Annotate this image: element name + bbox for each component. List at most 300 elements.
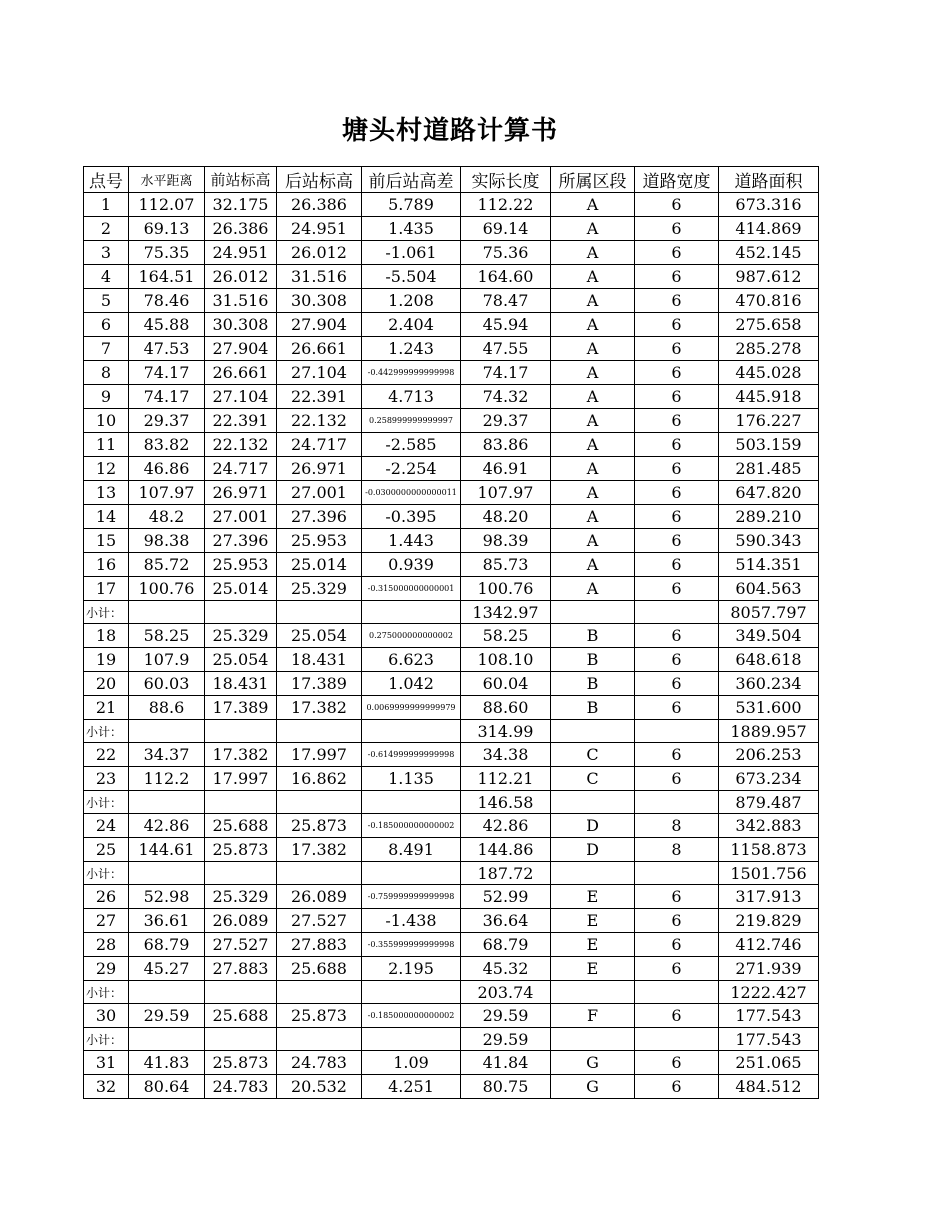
back-elevation-cell: 25.873 [277, 1004, 362, 1028]
road-area-cell: 412.746 [719, 933, 819, 957]
road-width-cell: 6 [635, 696, 719, 720]
back-elevation-cell: 27.001 [277, 481, 362, 505]
front-elevation-cell: 25.873 [205, 1051, 277, 1075]
section-cell: F [551, 1004, 635, 1028]
front-elevation-cell: 25.873 [205, 838, 277, 862]
section-cell: A [551, 337, 635, 361]
back-elevation-cell: 31.516 [277, 265, 362, 289]
section-cell: E [551, 885, 635, 909]
table-row [84, 624, 819, 648]
actual-length-cell: 41.84 [461, 1051, 551, 1075]
road-area-cell: 251.065 [719, 1051, 819, 1075]
empty-cell [205, 720, 277, 743]
elevation-diff-cell: 1.042 [362, 672, 461, 696]
front-elevation-cell: 26.661 [205, 361, 277, 385]
table-row [84, 361, 819, 385]
subtotal-length-cell: 146.58 [461, 791, 551, 814]
point-no-cell: 25 [84, 838, 129, 862]
road-width-cell: 6 [635, 885, 719, 909]
section-cell: A [551, 193, 635, 217]
empty-cell [635, 791, 719, 814]
point-no-cell: 27 [84, 909, 129, 933]
header-road-area: 道路面积 [719, 167, 819, 193]
point-no-cell: 16 [84, 553, 129, 577]
road-area-cell: 445.918 [719, 385, 819, 409]
back-elevation-cell: 27.104 [277, 361, 362, 385]
empty-cell [635, 981, 719, 1004]
table-row [84, 409, 819, 433]
subtotal-length-cell: 314.99 [461, 720, 551, 743]
road-width-cell: 6 [635, 957, 719, 981]
front-elevation-cell: 22.132 [205, 433, 277, 457]
actual-length-cell: 58.25 [461, 624, 551, 648]
horizontal-distance-cell: 42.86 [129, 814, 205, 838]
empty-cell [551, 791, 635, 814]
header-horizontal-distance: 水平距离 [129, 167, 205, 193]
empty-cell [551, 862, 635, 885]
empty-cell [205, 791, 277, 814]
back-elevation-cell: 24.783 [277, 1051, 362, 1075]
point-no-cell: 31 [84, 1051, 129, 1075]
empty-cell [551, 601, 635, 624]
road-area-cell: 206.253 [719, 743, 819, 767]
table-row [84, 648, 819, 672]
point-no-cell: 6 [84, 313, 129, 337]
header-row [84, 167, 819, 193]
table-row [84, 457, 819, 481]
point-no-cell: 4 [84, 265, 129, 289]
point-no-cell: 30 [84, 1004, 129, 1028]
elevation-diff-cell: -2.254 [362, 457, 461, 481]
header-elevation-diff: 前后站高差 [362, 167, 461, 193]
point-no-cell: 2 [84, 217, 129, 241]
actual-length-cell: 29.37 [461, 409, 551, 433]
road-area-cell: 452.145 [719, 241, 819, 265]
subtotal-area-cell: 1222.427 [719, 981, 819, 1004]
actual-length-cell: 36.64 [461, 909, 551, 933]
front-elevation-cell: 17.389 [205, 696, 277, 720]
table-row [84, 814, 819, 838]
front-elevation-cell: 26.012 [205, 265, 277, 289]
subtotal-length-cell: 203.74 [461, 981, 551, 1004]
section-cell: A [551, 409, 635, 433]
elevation-diff-cell: 6.623 [362, 648, 461, 672]
table-row [84, 1004, 819, 1028]
empty-cell [635, 862, 719, 885]
horizontal-distance-cell: 78.46 [129, 289, 205, 313]
road-area-cell: 342.883 [719, 814, 819, 838]
road-width-cell: 6 [635, 1051, 719, 1075]
subtotal-row [84, 981, 819, 1004]
elevation-diff-cell: -0.185000000000002 [362, 814, 461, 838]
point-no-cell: 10 [84, 409, 129, 433]
horizontal-distance-cell: 98.38 [129, 529, 205, 553]
horizontal-distance-cell: 52.98 [129, 885, 205, 909]
table-row [84, 433, 819, 457]
road-area-cell: 349.504 [719, 624, 819, 648]
back-elevation-cell: 25.953 [277, 529, 362, 553]
elevation-diff-cell: -0.185000000000002 [362, 1004, 461, 1028]
point-no-cell: 15 [84, 529, 129, 553]
horizontal-distance-cell: 107.97 [129, 481, 205, 505]
back-elevation-cell: 17.997 [277, 743, 362, 767]
actual-length-cell: 52.99 [461, 885, 551, 909]
back-elevation-cell: 17.382 [277, 696, 362, 720]
front-elevation-cell: 27.396 [205, 529, 277, 553]
elevation-diff-cell: -5.504 [362, 265, 461, 289]
table-row [84, 1075, 819, 1099]
elevation-diff-cell: 1.135 [362, 767, 461, 791]
header-road-width: 道路宽度 [635, 167, 719, 193]
actual-length-cell: 83.86 [461, 433, 551, 457]
elevation-diff-cell: 0.275000000000002 [362, 624, 461, 648]
horizontal-distance-cell: 36.61 [129, 909, 205, 933]
elevation-diff-cell: -0.355999999999998 [362, 933, 461, 957]
section-cell: B [551, 696, 635, 720]
table-row [84, 1051, 819, 1075]
elevation-diff-cell: 8.491 [362, 838, 461, 862]
section-cell: D [551, 814, 635, 838]
section-cell: B [551, 648, 635, 672]
point-no-cell: 1 [84, 193, 129, 217]
elevation-diff-cell: 0.0069999999999979 [362, 696, 461, 720]
section-cell: G [551, 1051, 635, 1075]
table-row [84, 672, 819, 696]
section-cell: A [551, 313, 635, 337]
elevation-diff-cell: -1.061 [362, 241, 461, 265]
empty-cell [551, 1028, 635, 1051]
section-cell: D [551, 838, 635, 862]
horizontal-distance-cell: 48.2 [129, 505, 205, 529]
subtotal-label: 小计： [84, 601, 129, 624]
road-width-cell: 6 [635, 933, 719, 957]
front-elevation-cell: 25.014 [205, 577, 277, 601]
road-area-cell: 531.600 [719, 696, 819, 720]
empty-cell [205, 1028, 277, 1051]
front-elevation-cell: 30.308 [205, 313, 277, 337]
elevation-diff-cell: -0.759999999999998 [362, 885, 461, 909]
back-elevation-cell: 25.329 [277, 577, 362, 601]
back-elevation-cell: 17.382 [277, 838, 362, 862]
road-area-cell: 177.543 [719, 1004, 819, 1028]
empty-cell [362, 862, 461, 885]
front-elevation-cell: 27.904 [205, 337, 277, 361]
back-elevation-cell: 26.012 [277, 241, 362, 265]
road-width-cell: 6 [635, 1004, 719, 1028]
actual-length-cell: 107.97 [461, 481, 551, 505]
table-row [84, 265, 819, 289]
road-area-cell: 360.234 [719, 672, 819, 696]
elevation-diff-cell: 0.939 [362, 553, 461, 577]
road-area-cell: 484.512 [719, 1075, 819, 1099]
point-no-cell: 18 [84, 624, 129, 648]
point-no-cell: 22 [84, 743, 129, 767]
front-elevation-cell: 24.717 [205, 457, 277, 481]
elevation-diff-cell: -2.585 [362, 433, 461, 457]
elevation-diff-cell: 2.195 [362, 957, 461, 981]
road-width-cell: 6 [635, 743, 719, 767]
table-row [84, 241, 819, 265]
table-row [84, 957, 819, 981]
subtotal-row [84, 791, 819, 814]
actual-length-cell: 88.60 [461, 696, 551, 720]
back-elevation-cell: 24.951 [277, 217, 362, 241]
front-elevation-cell: 17.997 [205, 767, 277, 791]
empty-cell [205, 601, 277, 624]
elevation-diff-cell: -1.438 [362, 909, 461, 933]
empty-cell [205, 862, 277, 885]
road-area-cell: 604.563 [719, 577, 819, 601]
road-area-cell: 289.210 [719, 505, 819, 529]
horizontal-distance-cell: 47.53 [129, 337, 205, 361]
empty-cell [129, 981, 205, 1004]
empty-cell [277, 981, 362, 1004]
horizontal-distance-cell: 58.25 [129, 624, 205, 648]
table-row [84, 481, 819, 505]
section-cell: A [551, 241, 635, 265]
road-width-cell: 6 [635, 265, 719, 289]
elevation-diff-cell: -0.395 [362, 505, 461, 529]
road-area-cell: 514.351 [719, 553, 819, 577]
subtotal-row [84, 1028, 819, 1051]
actual-length-cell: 45.32 [461, 957, 551, 981]
table-body [84, 193, 819, 1099]
elevation-diff-cell: 2.404 [362, 313, 461, 337]
section-cell: A [551, 529, 635, 553]
back-elevation-cell: 27.527 [277, 909, 362, 933]
front-elevation-cell: 32.175 [205, 193, 277, 217]
road-area-cell: 647.820 [719, 481, 819, 505]
horizontal-distance-cell: 29.59 [129, 1004, 205, 1028]
back-elevation-cell: 26.089 [277, 885, 362, 909]
actual-length-cell: 68.79 [461, 933, 551, 957]
horizontal-distance-cell: 80.64 [129, 1075, 205, 1099]
road-width-cell: 6 [635, 217, 719, 241]
actual-length-cell: 98.39 [461, 529, 551, 553]
empty-cell [129, 720, 205, 743]
front-elevation-cell: 24.951 [205, 241, 277, 265]
header-point-no: 点号 [84, 167, 129, 193]
empty-cell [362, 1028, 461, 1051]
road-width-cell: 6 [635, 241, 719, 265]
table-row [84, 217, 819, 241]
subtotal-area-cell: 1501.756 [719, 862, 819, 885]
empty-cell [362, 791, 461, 814]
subtotal-row [84, 862, 819, 885]
header-actual-length: 实际长度 [461, 167, 551, 193]
actual-length-cell: 112.22 [461, 193, 551, 217]
subtotal-label: 小计： [84, 720, 129, 743]
front-elevation-cell: 25.054 [205, 648, 277, 672]
back-elevation-cell: 26.386 [277, 193, 362, 217]
road-area-cell: 470.816 [719, 289, 819, 313]
road-area-cell: 445.028 [719, 361, 819, 385]
elevation-diff-cell: 1.435 [362, 217, 461, 241]
empty-cell [362, 601, 461, 624]
road-width-cell: 6 [635, 385, 719, 409]
road-width-cell: 6 [635, 361, 719, 385]
section-cell: C [551, 743, 635, 767]
front-elevation-cell: 26.971 [205, 481, 277, 505]
section-cell: A [551, 457, 635, 481]
front-elevation-cell: 25.953 [205, 553, 277, 577]
subtotal-label: 小计： [84, 791, 129, 814]
table-row [84, 933, 819, 957]
back-elevation-cell: 22.132 [277, 409, 362, 433]
elevation-diff-cell: 1.09 [362, 1051, 461, 1075]
subtotal-length-cell: 1342.97 [461, 601, 551, 624]
point-no-cell: 8 [84, 361, 129, 385]
actual-length-cell: 108.10 [461, 648, 551, 672]
road-width-cell: 6 [635, 648, 719, 672]
actual-length-cell: 112.21 [461, 767, 551, 791]
back-elevation-cell: 26.971 [277, 457, 362, 481]
actual-length-cell: 48.20 [461, 505, 551, 529]
back-elevation-cell: 24.717 [277, 433, 362, 457]
back-elevation-cell: 26.661 [277, 337, 362, 361]
table-row [84, 838, 819, 862]
horizontal-distance-cell: 164.51 [129, 265, 205, 289]
page-title: 塘头村道路计算书 [341, 116, 558, 146]
road-width-cell: 6 [635, 457, 719, 481]
empty-cell [362, 981, 461, 1004]
road-width-cell: 6 [635, 767, 719, 791]
table-row [84, 385, 819, 409]
empty-cell [277, 791, 362, 814]
header-section: 所属区段 [551, 167, 635, 193]
table-row [84, 337, 819, 361]
road-width-cell: 6 [635, 577, 719, 601]
back-elevation-cell: 27.396 [277, 505, 362, 529]
point-no-cell: 26 [84, 885, 129, 909]
actual-length-cell: 75.36 [461, 241, 551, 265]
front-elevation-cell: 22.391 [205, 409, 277, 433]
road-width-cell: 6 [635, 553, 719, 577]
road-area-cell: 176.227 [719, 409, 819, 433]
table-row [84, 696, 819, 720]
section-cell: B [551, 624, 635, 648]
section-cell: A [551, 481, 635, 505]
horizontal-distance-cell: 46.86 [129, 457, 205, 481]
section-cell: E [551, 909, 635, 933]
elevation-diff-cell: 1.243 [362, 337, 461, 361]
front-elevation-cell: 27.104 [205, 385, 277, 409]
actual-length-cell: 34.38 [461, 743, 551, 767]
subtotal-area-cell: 879.487 [719, 791, 819, 814]
road-width-cell: 6 [635, 1075, 719, 1099]
road-width-cell: 8 [635, 838, 719, 862]
road-width-cell: 6 [635, 289, 719, 313]
horizontal-distance-cell: 45.88 [129, 313, 205, 337]
section-cell: A [551, 553, 635, 577]
road-width-cell: 6 [635, 624, 719, 648]
empty-cell [129, 862, 205, 885]
road-area-cell: 414.869 [719, 217, 819, 241]
subtotal-row [84, 601, 819, 624]
point-no-cell: 5 [84, 289, 129, 313]
point-no-cell: 21 [84, 696, 129, 720]
road-area-cell: 673.234 [719, 767, 819, 791]
subtotal-length-cell: 29.59 [461, 1028, 551, 1051]
empty-cell [551, 981, 635, 1004]
subtotal-area-cell: 1889.957 [719, 720, 819, 743]
actual-length-cell: 78.47 [461, 289, 551, 313]
point-no-cell: 7 [84, 337, 129, 361]
point-no-cell: 20 [84, 672, 129, 696]
table-row [84, 529, 819, 553]
section-cell: A [551, 577, 635, 601]
empty-cell [635, 601, 719, 624]
empty-cell [205, 981, 277, 1004]
point-no-cell: 11 [84, 433, 129, 457]
front-elevation-cell: 25.688 [205, 1004, 277, 1028]
front-elevation-cell: 25.688 [205, 814, 277, 838]
section-cell: A [551, 385, 635, 409]
road-width-cell: 6 [635, 529, 719, 553]
point-no-cell: 23 [84, 767, 129, 791]
point-no-cell: 19 [84, 648, 129, 672]
back-elevation-cell: 20.532 [277, 1075, 362, 1099]
section-cell: A [551, 265, 635, 289]
horizontal-distance-cell: 69.13 [129, 217, 205, 241]
empty-cell [129, 601, 205, 624]
front-elevation-cell: 17.382 [205, 743, 277, 767]
empty-cell [635, 720, 719, 743]
back-elevation-cell: 25.688 [277, 957, 362, 981]
point-no-cell: 9 [84, 385, 129, 409]
road-calculation-table [83, 166, 819, 1099]
empty-cell [277, 1028, 362, 1051]
horizontal-distance-cell: 29.37 [129, 409, 205, 433]
front-elevation-cell: 27.883 [205, 957, 277, 981]
road-area-cell: 281.485 [719, 457, 819, 481]
empty-cell [129, 1028, 205, 1051]
elevation-diff-cell: 1.208 [362, 289, 461, 313]
point-no-cell: 17 [84, 577, 129, 601]
section-cell: G [551, 1075, 635, 1099]
elevation-diff-cell: -0.0300000000000011 [362, 481, 461, 505]
road-area-cell: 648.618 [719, 648, 819, 672]
elevation-diff-cell: 5.789 [362, 193, 461, 217]
back-elevation-cell: 25.054 [277, 624, 362, 648]
horizontal-distance-cell: 85.72 [129, 553, 205, 577]
road-area-cell: 987.612 [719, 265, 819, 289]
back-elevation-cell: 25.014 [277, 553, 362, 577]
section-cell: A [551, 217, 635, 241]
point-no-cell: 28 [84, 933, 129, 957]
subtotal-length-cell: 187.72 [461, 862, 551, 885]
point-no-cell: 13 [84, 481, 129, 505]
road-area-cell: 503.159 [719, 433, 819, 457]
table-row [84, 289, 819, 313]
road-area-cell: 271.939 [719, 957, 819, 981]
front-elevation-cell: 27.527 [205, 933, 277, 957]
section-cell: C [551, 767, 635, 791]
actual-length-cell: 100.76 [461, 577, 551, 601]
actual-length-cell: 164.60 [461, 265, 551, 289]
table-row [84, 505, 819, 529]
back-elevation-cell: 27.883 [277, 933, 362, 957]
point-no-cell: 29 [84, 957, 129, 981]
subtotal-label: 小计： [84, 981, 129, 1004]
actual-length-cell: 42.86 [461, 814, 551, 838]
front-elevation-cell: 18.431 [205, 672, 277, 696]
section-cell: A [551, 289, 635, 313]
empty-cell [551, 720, 635, 743]
table-row [84, 577, 819, 601]
road-width-cell: 8 [635, 814, 719, 838]
elevation-diff-cell: 1.443 [362, 529, 461, 553]
